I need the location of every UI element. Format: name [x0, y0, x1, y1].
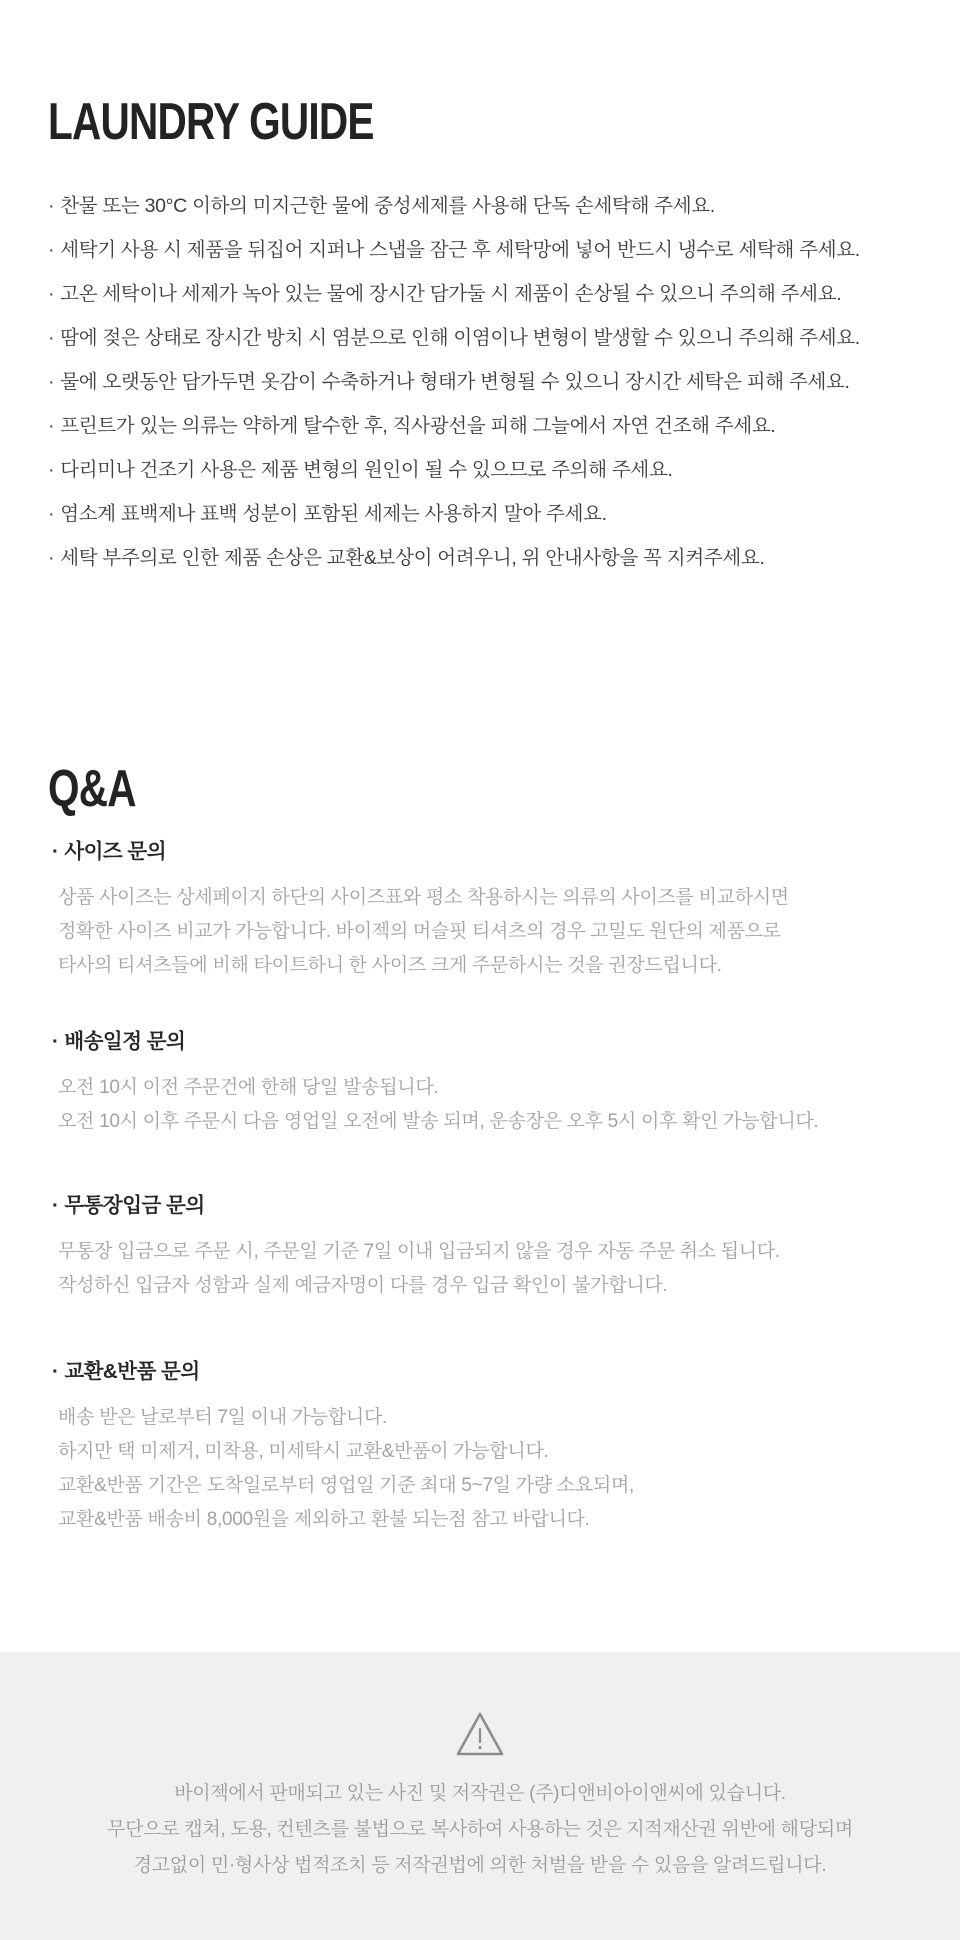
qa-answer-line: 오전 10시 이전 주문건에 한해 당일 발송됩니다.: [58, 1077, 439, 1098]
qa-heading-size: [52, 841, 920, 863]
laundry-item-text: 땀에 젖은 상태로 장시간 방치 시 염분으로 인해 이염이나 변형이 발생할 수 있으니 주의해 주세요.: [60, 327, 860, 349]
qa-heading-shipping: [52, 1031, 920, 1053]
qa-heading-deposit: [52, 1195, 920, 1217]
laundry-item: [48, 316, 920, 360]
qa-block-shipping: [48, 1031, 920, 1139]
bullet: ·: [52, 1194, 59, 1217]
warning-icon-wrap: [0, 1652, 960, 1758]
qa-answer: [58, 1071, 920, 1139]
copyright-footer: [0, 1652, 960, 1940]
laundry-item: [48, 404, 920, 448]
qa-block-deposit: [48, 1195, 920, 1303]
copyright-text: [0, 1776, 960, 1884]
qa-answer: [58, 1235, 920, 1303]
qa-answer-line: 교환&반품 배송비 8,000원을 제외하고 환불 되는점 참고 바랍니다.: [58, 1509, 590, 1530]
qa-answer-line: 오전 10시 이후 주문시 다음 영업일 오전에 발송 되며, 운송장은 오후 5시 이후 확인 가능합니다.: [58, 1111, 819, 1132]
qa-answer-line: 작성하신 입금자 성함과 실제 예금자명이 다를 경우 입금 확인이 불가합니다.: [58, 1275, 668, 1296]
laundry-item: [48, 492, 920, 536]
laundry-item-text: 세탁 부주의로 인한 제품 손상은 교환&보상이 어려우니, 위 안내사항을 꼭 지켜주세요.: [60, 547, 765, 569]
qa-answer-line: 정확한 사이즈 비교가 가능합니다. 바이젝의 머슬핏 티셔츠의 경우 고밀도 원단의 제품으로: [58, 921, 781, 942]
bullet: ·: [48, 283, 55, 305]
laundry-item: [48, 272, 920, 316]
qa-answer: [58, 881, 920, 983]
qa-heading-exchange-return: [52, 1361, 920, 1383]
laundry-guide-section: [48, 93, 920, 580]
laundry-item-text: 세탁기 사용 시 제품을 뒤집어 지퍼나 스냅을 잠근 후 세탁망에 넣어 반드시 냉수로 세탁해 주세요.: [60, 239, 860, 261]
qa-heading-text: 배송일정 문의: [64, 1030, 186, 1053]
qa-heading-text: 교환&반품 문의: [64, 1360, 200, 1383]
warning-triangle-icon: [454, 1710, 506, 1758]
laundry-item: [48, 184, 920, 228]
bullet: ·: [48, 459, 55, 481]
qa-heading-text: 무통장입금 문의: [64, 1194, 205, 1217]
laundry-item-text: 찬물 또는 30°C 이하의 미지근한 물에 중성세제를 사용해 단독 손세탁해 주세요.: [60, 195, 715, 217]
qa-answer-line: 상품 사이즈는 상세페이지 하단의 사이즈표와 평소 착용하시는 의류의 사이즈를 비교하시면: [58, 887, 789, 908]
laundry-item: [48, 360, 920, 404]
bullet: ·: [48, 239, 55, 261]
laundry-guide-title: LAUNDRY GUIDE: [48, 93, 374, 151]
laundry-item-text: 염소계 표백제나 표백 성분이 포함된 세제는 사용하지 말아 주세요.: [60, 503, 607, 525]
copyright-line: 바이젝에서 판매되고 있는 사진 및 저작권은 (주)디앤비아이앤씨에 있습니다.: [174, 1783, 786, 1804]
bullet: ·: [48, 195, 55, 217]
qa-answer: [58, 1401, 920, 1537]
qa-answer-line: 교환&반품 기간은 도착일로부터 영업일 기준 최대 5~7일 가량 소요되며,: [58, 1475, 634, 1496]
copyright-line: 무단으로 캡쳐, 도용, 컨텐츠를 불법으로 복사하여 사용하는 것은 지적재산권 위반에 해당되며: [107, 1819, 853, 1840]
bullet: ·: [48, 415, 55, 437]
qa-heading-text: 사이즈 문의: [64, 840, 167, 863]
bullet: ·: [48, 327, 55, 349]
bullet: ·: [52, 1030, 59, 1053]
bullet: ·: [52, 1360, 59, 1383]
laundry-item: [48, 448, 920, 492]
laundry-item: [48, 536, 920, 580]
copyright-line: 경고없이 민·형사상 법적조치 등 저작권법에 의한 처벌을 받을 수 있음을 알려드립니다.: [133, 1855, 827, 1876]
laundry-item-text: 물에 오랫동안 담가두면 옷감이 수축하거나 형태가 변형될 수 있으니 장시간 세탁은 피해 주세요.: [60, 371, 850, 393]
laundry-item: [48, 228, 920, 272]
qa-answer-line: 하지만 택 미제거, 미착용, 미세탁시 교환&반품이 가능합니다.: [58, 1441, 549, 1462]
qa-answer-line: 타사의 티셔츠들에 비해 타이트하니 한 사이즈 크게 주문하시는 것을 권장드립니다.: [58, 955, 722, 976]
laundry-guide-list: [48, 184, 920, 580]
qa-answer-line: 배송 받은 날로부터 7일 이내 가능합니다.: [58, 1407, 388, 1428]
qa-answer-line: 무통장 입금으로 주문 시, 주문일 기준 7일 이내 입금되지 않을 경우 자동 주문 취소 됩니다.: [58, 1241, 780, 1262]
bullet: ·: [48, 503, 55, 525]
laundry-item-text: 다리미나 건조기 사용은 제품 변형의 원인이 될 수 있으므로 주의해 주세요.: [60, 459, 673, 481]
qna-title: Q&A: [48, 760, 136, 818]
qa-block-size: [48, 841, 920, 983]
laundry-item-text: 프린트가 있는 의류는 약하게 탈수한 후, 직사광선을 피해 그늘에서 자연 건조해 주세요.: [60, 415, 776, 437]
bullet: ·: [52, 840, 59, 863]
qna-section: [48, 760, 920, 1537]
bullet: ·: [48, 371, 55, 393]
laundry-item-text: 고온 세탁이나 세제가 녹아 있는 물에 장시간 담가둘 시 제품이 손상될 수 있으니 주의해 주세요.: [60, 283, 842, 305]
qa-block-exchange-return: [48, 1361, 920, 1537]
bullet: ·: [48, 547, 55, 569]
